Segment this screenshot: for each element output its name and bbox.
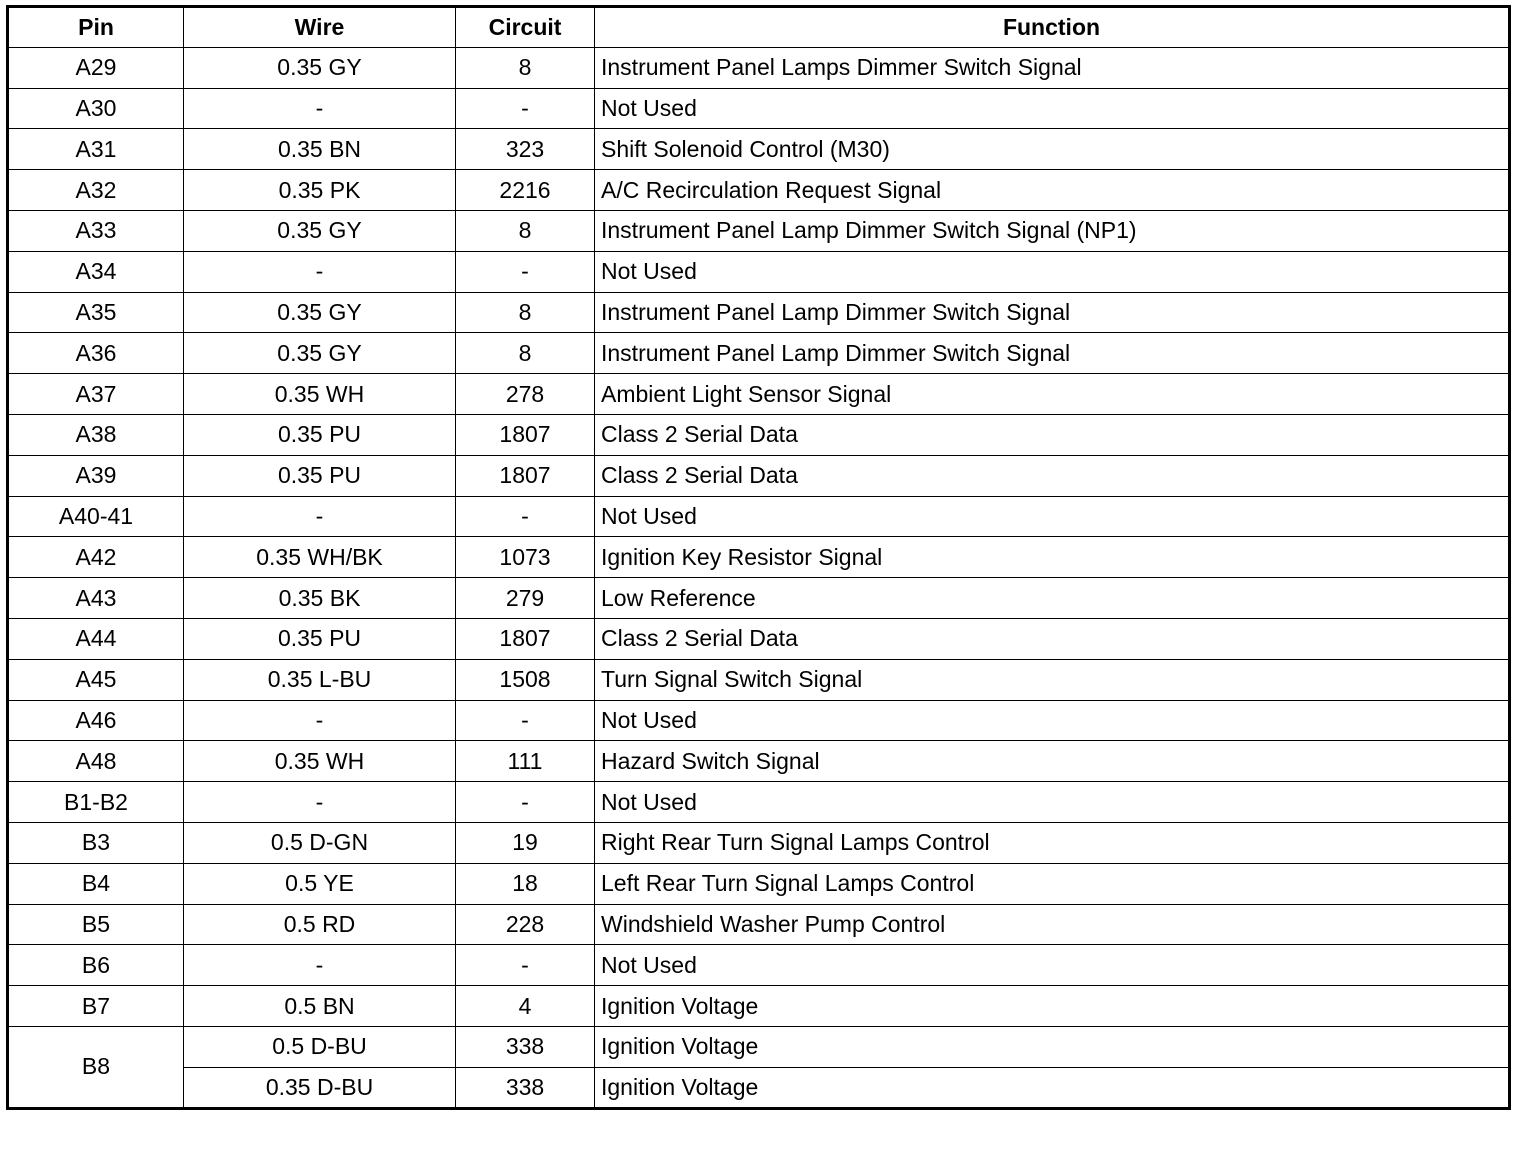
table-row bbox=[8, 210, 1510, 251]
pin-cell: A40-41 bbox=[8, 496, 184, 537]
function-cell: Class 2 Serial Data bbox=[595, 618, 1510, 659]
pin-cell: B6 bbox=[8, 945, 184, 986]
pin-cell: A34 bbox=[8, 251, 184, 292]
pin-cell: A44 bbox=[8, 618, 184, 659]
table-row bbox=[8, 414, 1510, 455]
wire-cell: 0.35 GY bbox=[184, 210, 456, 251]
table-row bbox=[8, 374, 1510, 415]
circuit-cell: 1807 bbox=[456, 455, 595, 496]
circuit-cell: 338 bbox=[456, 1067, 595, 1108]
pin-cell: A30 bbox=[8, 88, 184, 129]
pin-cell: A45 bbox=[8, 659, 184, 700]
table-row bbox=[8, 782, 1510, 823]
wire-cell: - bbox=[184, 496, 456, 537]
table-row bbox=[8, 945, 1510, 986]
pin-cell: B1-B2 bbox=[8, 782, 184, 823]
circuit-cell: - bbox=[456, 88, 595, 129]
wire-cell: 0.35 GY bbox=[184, 47, 456, 88]
circuit-cell: 8 bbox=[456, 210, 595, 251]
wire-cell: 0.35 L-BU bbox=[184, 659, 456, 700]
function-cell: Shift Solenoid Control (M30) bbox=[595, 129, 1510, 170]
wire-cell: - bbox=[184, 700, 456, 741]
table-row bbox=[8, 659, 1510, 700]
wire-cell: 0.35 GY bbox=[184, 333, 456, 374]
function-cell: Ambient Light Sensor Signal bbox=[595, 374, 1510, 415]
pin-cell: A33 bbox=[8, 210, 184, 251]
circuit-cell: - bbox=[456, 782, 595, 823]
table-row bbox=[8, 129, 1510, 170]
circuit-cell: 19 bbox=[456, 822, 595, 863]
table-row-b8 bbox=[8, 1026, 1510, 1067]
circuit-cell: - bbox=[456, 251, 595, 292]
circuit-cell: 338 bbox=[456, 1026, 595, 1067]
circuit-cell: 4 bbox=[456, 986, 595, 1027]
pin-cell: A46 bbox=[8, 700, 184, 741]
circuit-cell: 2216 bbox=[456, 170, 595, 211]
pin-cell: A48 bbox=[8, 741, 184, 782]
pin-cell: A35 bbox=[8, 292, 184, 333]
table-row bbox=[8, 700, 1510, 741]
table-body bbox=[8, 47, 1510, 1108]
table-row bbox=[8, 251, 1510, 292]
pin-cell: B3 bbox=[8, 822, 184, 863]
function-cell: Instrument Panel Lamp Dimmer Switch Signal bbox=[595, 333, 1510, 374]
table-row-b8-sub bbox=[8, 1067, 1510, 1108]
function-cell: Ignition Voltage bbox=[595, 986, 1510, 1027]
circuit-cell: 8 bbox=[456, 47, 595, 88]
pin-cell: A43 bbox=[8, 578, 184, 619]
function-cell: Windshield Washer Pump Control bbox=[595, 904, 1510, 945]
circuit-cell: - bbox=[456, 945, 595, 986]
wire-cell: 0.35 PU bbox=[184, 618, 456, 659]
function-cell: Hazard Switch Signal bbox=[595, 741, 1510, 782]
table-row bbox=[8, 741, 1510, 782]
wire-cell: 0.35 PK bbox=[184, 170, 456, 211]
table-row bbox=[8, 170, 1510, 211]
circuit-cell: 8 bbox=[456, 292, 595, 333]
wire-cell: 0.35 PU bbox=[184, 455, 456, 496]
function-cell: Not Used bbox=[595, 782, 1510, 823]
circuit-cell: 1508 bbox=[456, 659, 595, 700]
wire-cell: - bbox=[184, 945, 456, 986]
wire-cell: 0.35 BK bbox=[184, 578, 456, 619]
header-wire: Wire bbox=[184, 7, 456, 48]
wire-cell: 0.5 D-GN bbox=[184, 822, 456, 863]
header-pin: Pin bbox=[8, 7, 184, 48]
circuit-cell: 279 bbox=[456, 578, 595, 619]
table-row bbox=[8, 333, 1510, 374]
function-cell: Not Used bbox=[595, 700, 1510, 741]
table-row bbox=[8, 496, 1510, 537]
function-cell: Instrument Panel Lamps Dimmer Switch Signal bbox=[595, 47, 1510, 88]
table-row bbox=[8, 88, 1510, 129]
circuit-cell: 1807 bbox=[456, 618, 595, 659]
table-row bbox=[8, 904, 1510, 945]
wire-cell: - bbox=[184, 251, 456, 292]
wire-cell: - bbox=[184, 88, 456, 129]
function-cell: Ignition Voltage bbox=[595, 1067, 1510, 1108]
circuit-cell: 18 bbox=[456, 863, 595, 904]
table-row bbox=[8, 578, 1510, 619]
function-cell: Not Used bbox=[595, 88, 1510, 129]
pin-cell: A37 bbox=[8, 374, 184, 415]
circuit-cell: 278 bbox=[456, 374, 595, 415]
table-row bbox=[8, 822, 1510, 863]
pin-cell: A38 bbox=[8, 414, 184, 455]
pin-cell: A29 bbox=[8, 47, 184, 88]
wire-cell: 0.35 PU bbox=[184, 414, 456, 455]
function-cell: Class 2 Serial Data bbox=[595, 414, 1510, 455]
table-row bbox=[8, 863, 1510, 904]
circuit-cell: - bbox=[456, 496, 595, 537]
function-cell: Instrument Panel Lamp Dimmer Switch Signal (NP1) bbox=[595, 210, 1510, 251]
function-cell: Not Used bbox=[595, 251, 1510, 292]
function-cell: A/C Recirculation Request Signal bbox=[595, 170, 1510, 211]
pin-cell-b8: B8 bbox=[8, 1026, 184, 1108]
circuit-cell: 1073 bbox=[456, 537, 595, 578]
function-cell: Class 2 Serial Data bbox=[595, 455, 1510, 496]
circuit-cell: 323 bbox=[456, 129, 595, 170]
wire-cell: 0.35 BN bbox=[184, 129, 456, 170]
pin-cell: A42 bbox=[8, 537, 184, 578]
table-row bbox=[8, 986, 1510, 1027]
function-cell: Right Rear Turn Signal Lamps Control bbox=[595, 822, 1510, 863]
table-row bbox=[8, 618, 1510, 659]
function-cell: Ignition Voltage bbox=[595, 1026, 1510, 1067]
pin-cell: B5 bbox=[8, 904, 184, 945]
function-cell: Low Reference bbox=[595, 578, 1510, 619]
wire-cell: 0.35 WH/BK bbox=[184, 537, 456, 578]
wire-cell: 0.35 WH bbox=[184, 374, 456, 415]
header-circuit: Circuit bbox=[456, 7, 595, 48]
wire-cell: 0.35 D-BU bbox=[184, 1067, 456, 1108]
pin-cell: A32 bbox=[8, 170, 184, 211]
function-cell: Not Used bbox=[595, 496, 1510, 537]
function-cell: Not Used bbox=[595, 945, 1510, 986]
wire-cell: 0.5 BN bbox=[184, 986, 456, 1027]
table-row bbox=[8, 537, 1510, 578]
function-cell: Instrument Panel Lamp Dimmer Switch Signal bbox=[595, 292, 1510, 333]
circuit-cell: - bbox=[456, 700, 595, 741]
table-row bbox=[8, 47, 1510, 88]
pin-cell: B4 bbox=[8, 863, 184, 904]
table-row bbox=[8, 292, 1510, 333]
pin-cell: A31 bbox=[8, 129, 184, 170]
wire-cell: 0.5 RD bbox=[184, 904, 456, 945]
table-row bbox=[8, 455, 1510, 496]
function-cell: Left Rear Turn Signal Lamps Control bbox=[595, 863, 1510, 904]
wire-cell: - bbox=[184, 782, 456, 823]
pin-cell: A39 bbox=[8, 455, 184, 496]
wire-cell: 0.35 WH bbox=[184, 741, 456, 782]
header-function: Function bbox=[595, 7, 1510, 48]
circuit-cell: 1807 bbox=[456, 414, 595, 455]
wire-cell: 0.5 YE bbox=[184, 863, 456, 904]
pin-cell: A36 bbox=[8, 333, 184, 374]
wire-cell: 0.35 GY bbox=[184, 292, 456, 333]
function-cell: Turn Signal Switch Signal bbox=[595, 659, 1510, 700]
header-row bbox=[8, 7, 1510, 48]
pin-cell: B7 bbox=[8, 986, 184, 1027]
wire-cell: 0.5 D-BU bbox=[184, 1026, 456, 1067]
connector-pin-table bbox=[6, 5, 1511, 1110]
circuit-cell: 111 bbox=[456, 741, 595, 782]
circuit-cell: 228 bbox=[456, 904, 595, 945]
circuit-cell: 8 bbox=[456, 333, 595, 374]
function-cell: Ignition Key Resistor Signal bbox=[595, 537, 1510, 578]
